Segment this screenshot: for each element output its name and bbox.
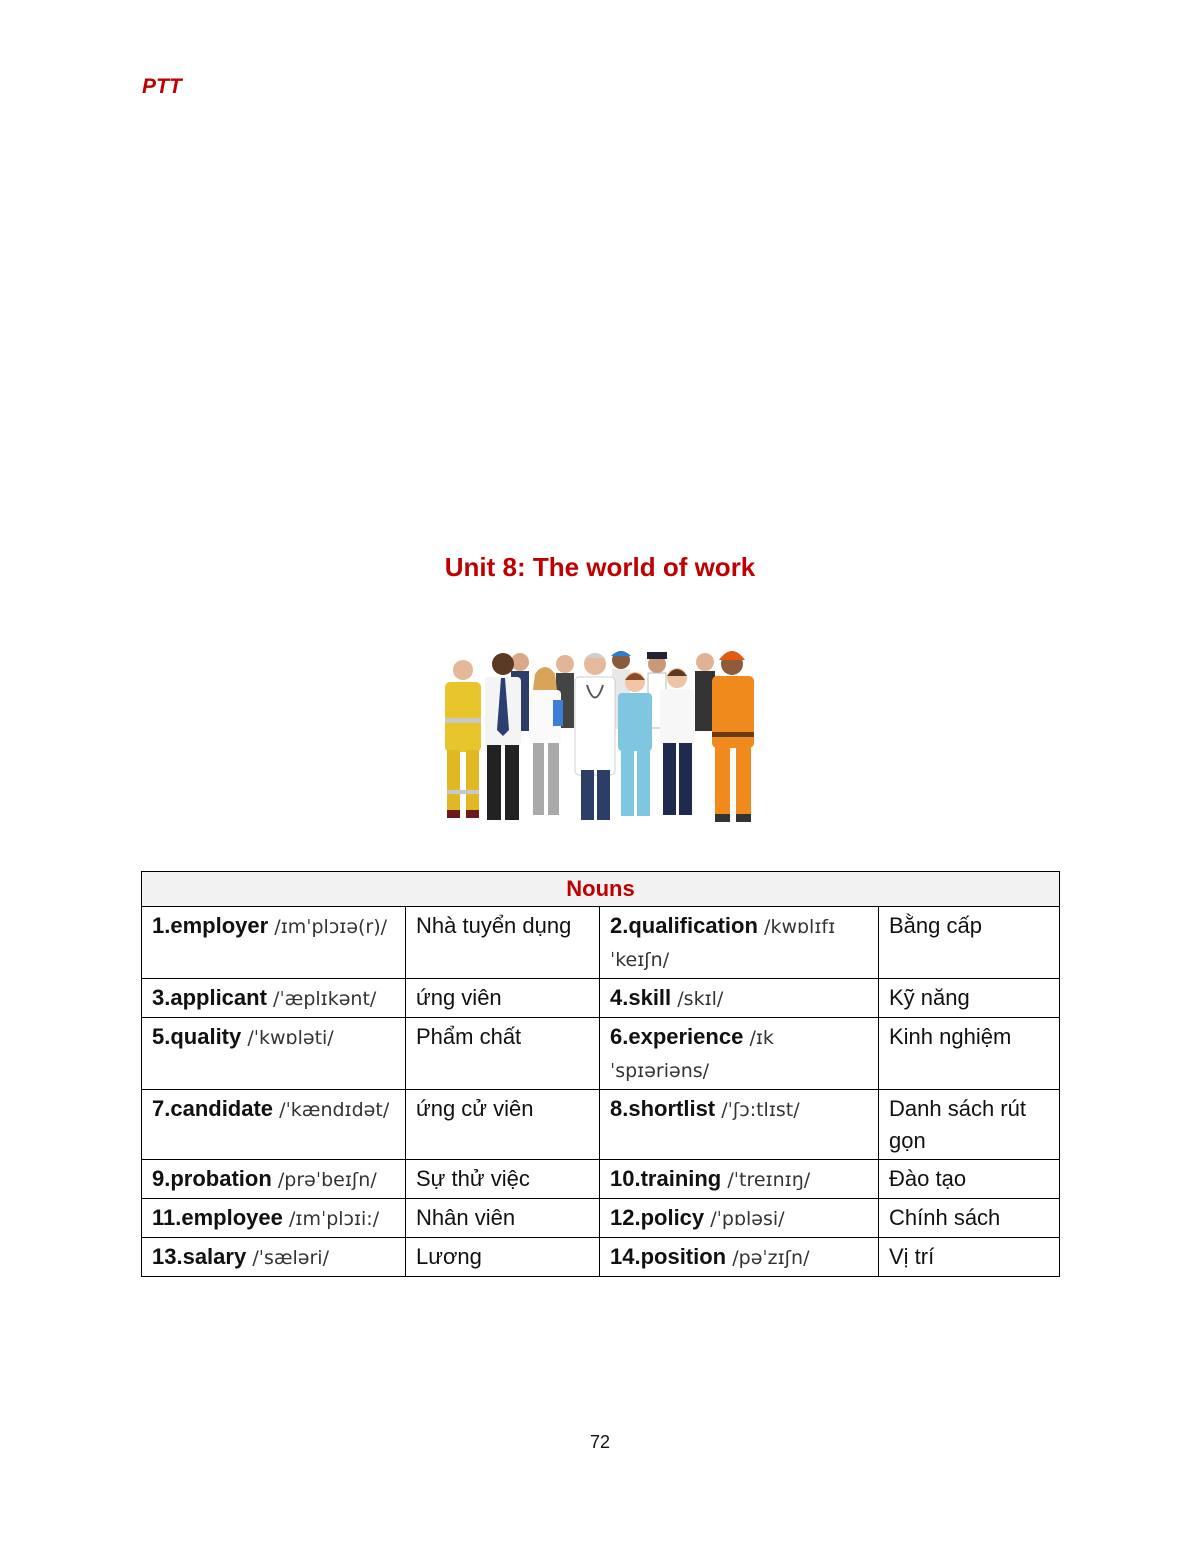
vocab-word: 7.candidate xyxy=(152,1096,274,1121)
worker-figure xyxy=(485,653,521,820)
header-mark: PTT xyxy=(142,75,182,98)
vocab-pronunciation: /ˈpɒləsi/ xyxy=(710,1208,785,1230)
vocab-meaning: Vị trí xyxy=(879,1238,1060,1277)
vocab-meaning: Kinh nghiệm xyxy=(879,1018,1060,1090)
vocab-meaning: Chính sách xyxy=(879,1199,1060,1238)
vocab-word: 2.qualification xyxy=(610,913,758,938)
vocab-word: 1.employer xyxy=(152,913,269,938)
vocab-pronunciation: /ˈsæləri/ xyxy=(252,1247,329,1269)
vocab-word: 13.salary xyxy=(152,1244,247,1269)
vocab-word: 4.skill xyxy=(610,985,672,1010)
vocab-pronunciation: /ˈkwɒləti/ xyxy=(247,1027,334,1049)
vocab-meaning: Kỹ năng xyxy=(879,979,1060,1018)
worker-figure xyxy=(618,672,652,816)
vocab-pronunciation: /prəˈbeɪʃn/ xyxy=(277,1169,377,1191)
vocab-meaning: Phẩm chất xyxy=(406,1018,600,1090)
vocab-pronunciation: /ɪkˈspɪəriəns/ xyxy=(610,1027,774,1082)
worker-figure xyxy=(712,651,754,822)
vocab-word: 11.employee xyxy=(152,1205,283,1230)
vocab-term-cell xyxy=(142,1199,406,1238)
vocab-meaning: Sự thử việc xyxy=(406,1160,600,1199)
vocab-meaning: Đào tạo xyxy=(879,1160,1060,1199)
worker-figure xyxy=(575,653,615,820)
unit-title: Unit 8: The world of work xyxy=(444,552,756,582)
vocab-term-cell xyxy=(600,1160,879,1199)
page-number: 72 xyxy=(589,1432,611,1452)
table-row xyxy=(142,1199,1060,1238)
worker-figure xyxy=(660,668,694,815)
vocab-meaning: Nhân viên xyxy=(406,1199,600,1238)
vocab-pronunciation: /ˈʃɔ:tlɪst/ xyxy=(721,1099,800,1121)
vocab-term-cell xyxy=(142,1238,406,1277)
vocab-term-cell xyxy=(600,907,879,979)
vocab-term-cell xyxy=(600,1199,879,1238)
vocab-term-cell xyxy=(600,1018,879,1090)
vocab-term-cell xyxy=(142,979,406,1018)
vocab-term-cell xyxy=(142,1018,406,1090)
vocab-pronunciation: /skɪl/ xyxy=(677,988,724,1010)
vocab-pronunciation: /ˈæplɪkənt/ xyxy=(273,988,377,1010)
vocab-term-cell xyxy=(142,907,406,979)
vocab-term-cell xyxy=(142,1090,406,1160)
table-row xyxy=(142,1160,1060,1199)
table-header-row xyxy=(142,872,1060,907)
vocab-word: 12.policy xyxy=(610,1205,705,1230)
table-heading: Nouns xyxy=(142,872,1060,907)
vocab-word: 14.position xyxy=(610,1244,727,1269)
vocab-meaning: ứng viên xyxy=(406,979,600,1018)
vocab-word: 6.experience xyxy=(610,1024,744,1049)
vocab-meaning: Lương xyxy=(406,1238,600,1277)
vocab-pronunciation: /ɪmˈplɔɪə(r)/ xyxy=(274,916,388,938)
vocab-word: 10.training xyxy=(610,1166,722,1191)
vocab-word: 9.probation xyxy=(152,1166,272,1191)
vocab-term-cell xyxy=(142,1160,406,1199)
table-row xyxy=(142,979,1060,1018)
vocab-word: 5.quality xyxy=(152,1024,242,1049)
workers-group-illustration xyxy=(425,640,770,840)
vocab-pronunciation: /ˈtreɪnɪŋ/ xyxy=(727,1169,811,1191)
vocab-term-cell xyxy=(600,1238,879,1277)
vocab-pronunciation: /kwɒlɪfɪˈkeɪʃn/ xyxy=(610,916,836,971)
vocab-meaning: Danh sách rút gọn xyxy=(879,1090,1060,1160)
nouns-vocabulary-table xyxy=(141,871,1060,1277)
vocab-meaning: Bằng cấp xyxy=(879,907,1060,979)
vocab-pronunciation: /pəˈzɪʃn/ xyxy=(732,1247,810,1269)
vocab-term-cell xyxy=(600,1090,879,1160)
vocab-meaning: ứng cử viên xyxy=(406,1090,600,1160)
vocab-pronunciation: /ˈkændɪdət/ xyxy=(279,1099,390,1121)
vocab-meaning: Nhà tuyển dụng xyxy=(406,907,600,979)
table-row xyxy=(142,907,1060,979)
vocab-word: 3.applicant xyxy=(152,985,267,1010)
vocab-word: 8.shortlist xyxy=(610,1096,716,1121)
table-body xyxy=(142,907,1060,1277)
vocab-pronunciation: /ɪmˈplɔɪi:/ xyxy=(289,1208,380,1230)
table-row xyxy=(142,1090,1060,1160)
vocab-term-cell xyxy=(600,979,879,1018)
worker-figure xyxy=(445,660,481,818)
table-row xyxy=(142,1018,1060,1090)
table-row xyxy=(142,1238,1060,1277)
